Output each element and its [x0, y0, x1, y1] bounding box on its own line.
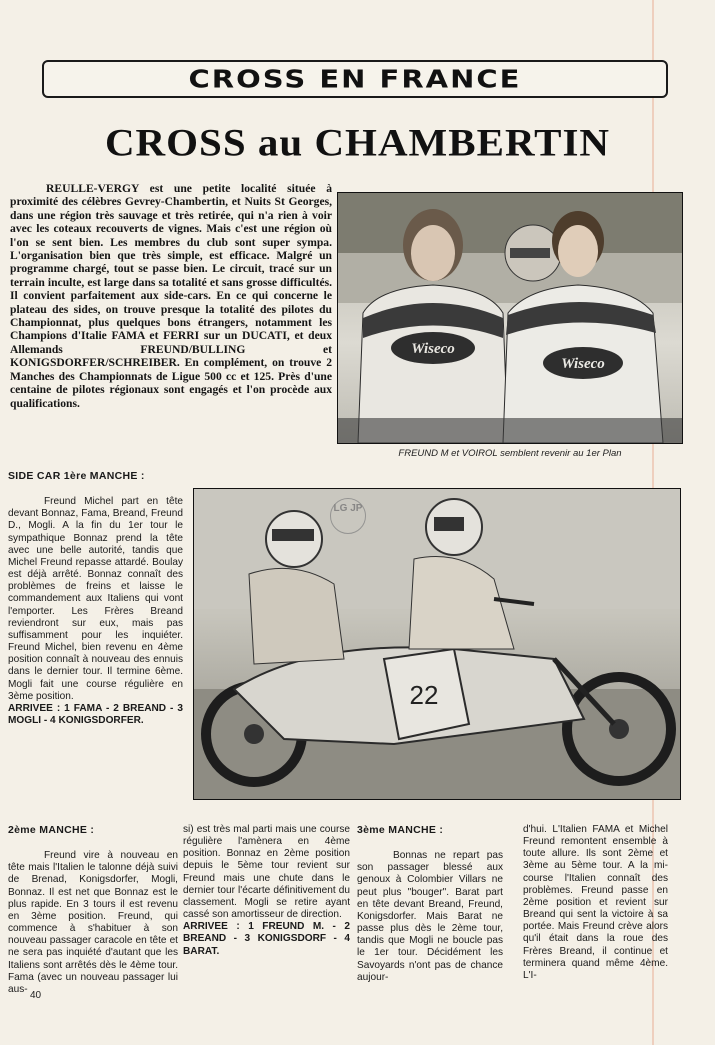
sidecar-photo	[193, 488, 681, 800]
manche1-text: Freund Michel part en tête devant Bonnaz, Fama, Breand, Freund D., Mogli. A la fin du 1er tour le sympathique Bonnaz prend la tête avec une belle autorité, tandis que Michel Freund repasse attardé. Boulay est déjà arrêté. Bonnaz connaît des problèmes de freins et laisse le commandement aux Italiens qui vont l'emporter. Les Frères Breand reviendront sur eux, mais pas suffisamment pour les inquiéter. Freund Michel, bien revenu en 4ème position connaît à nouveau des ennuis dans le dernier tour. Il termine 6ème. Mogli fait une course régulière en 3ème position.	[8, 496, 183, 702]
section-banner-text: CROSS EN FRANCE	[188, 64, 522, 94]
manche1-column	[8, 470, 183, 727]
manche3-text-continued: d'hui. L'Italien FAMA et Michel Freund remontent ensemble à toute allure. Ils sont 2ème et 3ème au 5ème tour. A la mi-course l'Italien connaît des problèmes. Freund passe en 2ème position et revient sur Breand qui sent la victoire à sa portée. Mais Freund crève alors qu'il était dans la roue des Frères Breand, il continue et terminera quand même 4ème. L'I-	[523, 824, 668, 981]
page-number: 40	[30, 990, 42, 1001]
manche2-column-b	[183, 824, 350, 958]
intro-paragraph: REULLE-VERGY est une petite localité située à proximité des célèbres Gevrey-Chambertin, et Nuits St Georges, dans une région très sauvage et très retirée, qui n'a rien à voir avec les coteaux recouverts de vignes. Mais c'est une région où l'on se sent bien. Les membres du club sont super sympa. L'organisation bien que très simple, est efficace. Malgré un programme chargé, tout se passe bien. Le circuit, tracé sur un terrain inculte, est large dans sa totalité et sans grosse difficultés. Il convient parfaitement aux side-cars. En ce qui concerne le plateau des sides, on trouve presque la totalité des pilotes du Championnat, plus quelques bons étrangers, notamment les Champions d'Italie FAMA et FERRI sur un DUCATI, et deux Allemands FREUND/BULLING et KONIGSDORFER/SCHREIBER. En complément, on trouve 2 Manches des Championnats de Ligue 500 cc et 125. Près d'une centaine de pilotes régionaux sont engagés et l'on procède aux qualifications.	[10, 182, 332, 410]
riders-photo	[337, 192, 683, 444]
manche1-result: ARRIVEE : 1 FAMA - 2 BREAND - 3 MOGLI - 4 KONIGSDORFER.	[8, 702, 183, 726]
manche2-column-a	[8, 824, 178, 996]
watermark-stamp: LG JP	[330, 498, 366, 534]
article-intro	[10, 182, 332, 410]
section-banner	[42, 60, 668, 98]
manche1-heading: SIDE CAR 1ère MANCHE :	[8, 470, 145, 482]
sidecar-number: 22	[409, 680, 439, 710]
manche2-heading: 2ème MANCHE :	[8, 824, 95, 836]
manche2-text: Freund vire à nouveau en tête mais l'Italien le talonne déjà suivi de Brenad, Konigsdorfer, Mogli, Bonnaz. Il est net que Bonnaz est le plus rapide. En 3 tours il est revenu en 3ème position. Freund, qui commence à s'habituer à son nouveau passager caracole en tête et ne sera pas inquiété d'autant que les Italiens sont arrêtés dès le 4ème tour. Fama (avec un nouveau passager lui aus-	[8, 850, 178, 995]
manche2-text-continued: si) est très mal parti mais une course régulière l'amènera en 4ème position. Bonnaz en 2ème position depuis le 5ème tour revient sur Freund mais une chute dans le dernier tour l'écarte définitivement du classement. Mogli se retire ayant cassé son amortisseur de direction.	[183, 824, 350, 921]
article-title: CROSS au CHAMBERTIN	[104, 120, 611, 164]
riders-photo-illustration	[338, 193, 682, 443]
manche3-column-b	[523, 824, 668, 982]
manche3-column-a	[357, 824, 503, 984]
jersey-logo-left: Wiseco	[411, 341, 455, 357]
manche3-heading: 3ème MANCHE :	[357, 824, 444, 836]
manche3-text: Bonnas ne repart pas son passager blessé aux genoux à Colombier Villars ne peut plus "bouger". Barat part en tête devant Breand, Freund, Konigsdorfer. Mais Barat ne passe plus dès le 2ème tour, tandis que Mogli ne boucle pas le 1er tour. Décidément les Savoyards n'ont pas de chance aujour-	[357, 850, 503, 983]
sidecar-photo-illustration	[194, 489, 680, 799]
riders-photo-caption: FREUND M et VOIROL semblent revenir au 1er Plan	[398, 448, 622, 459]
manche2-result: ARRIVEE : 1 FREUND M. - 2 BREAND - 3 KONIGSDORF - 4 BARAT.	[183, 921, 350, 957]
jersey-logo-right: Wiseco	[561, 356, 605, 372]
